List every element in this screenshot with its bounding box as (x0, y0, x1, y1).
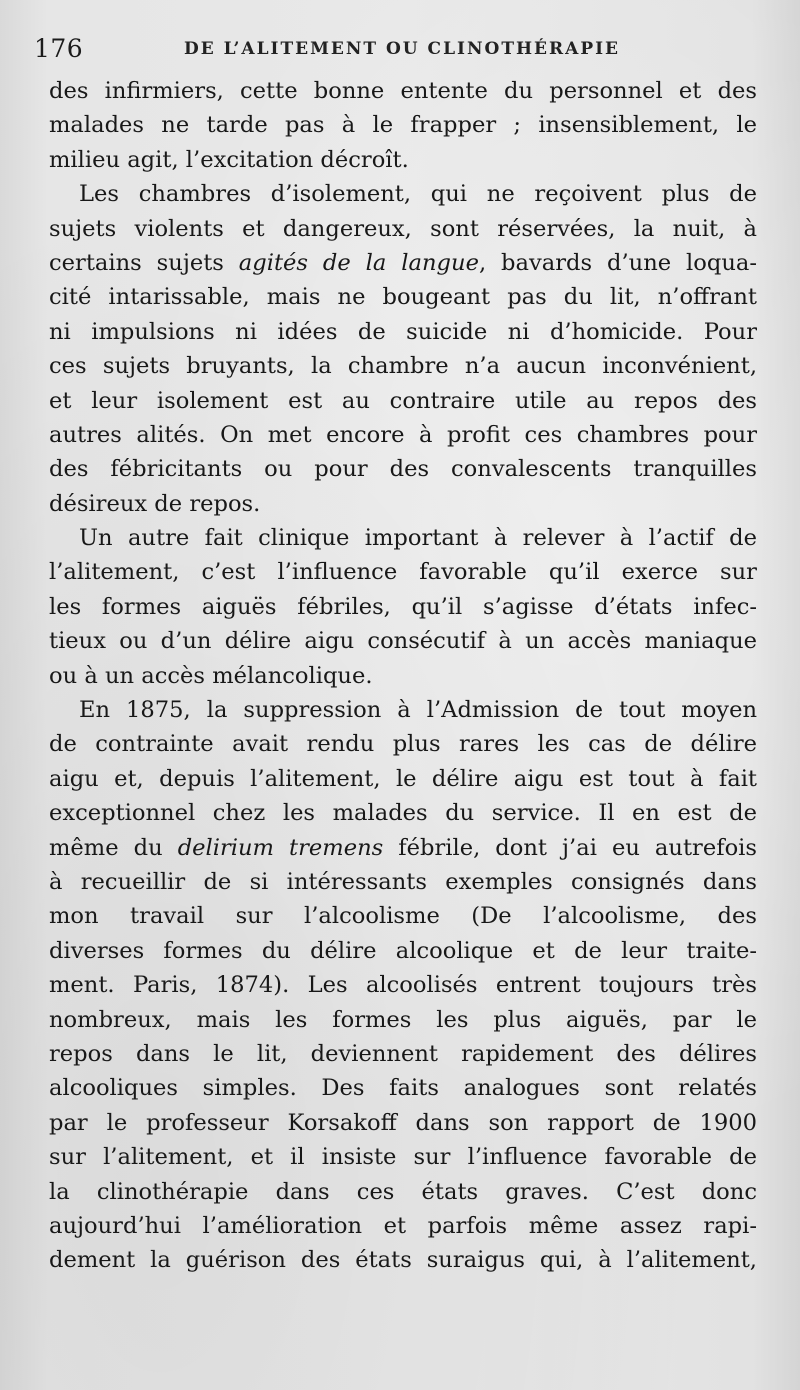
text-line: mon travail sur l’alcoolisme (De l’alcoolisme, des (49, 903, 757, 930)
text-line (49, 246, 757, 280)
text-line: sujets violents et dangereux, sont réservées, la nuit, à (49, 215, 757, 242)
text-line: aigu et, depuis l’alitement, le délire aigu est tout à fait (49, 765, 757, 792)
body-text (49, 74, 757, 1278)
text-line (49, 831, 757, 865)
text-line: milieu agit, l’excitation décroît. (49, 146, 409, 173)
text-line: les formes aiguës fébriles, qu’il s’agisse d’états infec- (49, 593, 757, 620)
text-line: des infirmiers, cette bonne entente du personnel et des (49, 78, 757, 104)
text-segment: fébrile, dont j’ai eu autrefois (383, 834, 757, 861)
running-title: DE L’ALITEMENT OU CLINOTHÉRAPIE (184, 39, 621, 59)
text-line: diverses formes du délire alcoolique et de leur traite- (49, 937, 757, 964)
text-line: la clinothérapie dans ces états graves. C’est donc (49, 1178, 757, 1205)
italic-phrase: agités de la langue (238, 249, 479, 276)
text-line: de contrainte avait rendu plus rares les cas de délire (49, 731, 757, 758)
text-line: autres alités. On met encore à profit ces chambres pour (49, 421, 757, 448)
text-line: En 1875, la suppression à l’Admission de tout moyen (79, 697, 757, 724)
text-segment: , bavards d’une loqua- (478, 249, 757, 276)
text-line: alcooliques simples. Des faits analogues sont relatés (49, 1075, 757, 1102)
text-line: cité intarissable, mais ne bougeant pas du lit, n’offrant (49, 284, 757, 311)
text-line: ni impulsions ni idées de suicide ni d’homicide. Pour (49, 318, 757, 345)
text-line: ment. Paris, 1874). Les alcoolisés entrent toujours très (49, 972, 757, 999)
text-line: Les chambres d’isolement, qui ne reçoivent plus de (79, 181, 757, 208)
page-number: 176 (34, 34, 84, 63)
text-line: Un autre fait clinique important à relever à l’actif de (79, 525, 757, 552)
text-segment: certains sujets (49, 249, 239, 276)
text-line: et leur isolement est au contraire utile au repos des (49, 387, 757, 414)
text-line: nombreux, mais les formes les plus aiguës, par le (49, 1006, 757, 1033)
text-line: tieux ou d’un délire aigu consécutif à un accès maniaque (49, 628, 757, 655)
text-line: l’alitement, c’est l’influence favorable qu’il exerce sur (49, 559, 757, 586)
text-line: des fébricitants ou pour des convalescents tranquilles (49, 456, 757, 483)
text-line: ou à un accès mélancolique. (49, 662, 373, 689)
text-line: par le professeur Korsakoff dans son rapport de 1900 (49, 1109, 757, 1136)
text-line: repos dans le lit, deviennent rapidement des délires (49, 1040, 757, 1067)
text-line: malades ne tarde pas à le frapper ; insensiblement, le (49, 112, 757, 139)
italic-phrase: delirium tremens (177, 834, 384, 861)
page-header (34, 34, 762, 70)
text-line: désireux de repos. (49, 490, 261, 517)
text-line: ces sujets bruyants, la chambre n’a aucun inconvénient, (49, 353, 757, 380)
text-segment: même du (49, 834, 178, 861)
text-line: dement la guérison des états suraigus qui, à l’alitement, (49, 1247, 757, 1274)
text-line: aujourd’hui l’amélioration et parfois même assez rapi- (49, 1212, 757, 1239)
text-line: exceptionnel chez les malades du service. Il en est de (49, 800, 757, 827)
text-line: à recueillir de si intéressants exemples consignés dans (49, 868, 757, 895)
text-line: sur l’alitement, et il insiste sur l’influence favorable de (49, 1144, 757, 1171)
